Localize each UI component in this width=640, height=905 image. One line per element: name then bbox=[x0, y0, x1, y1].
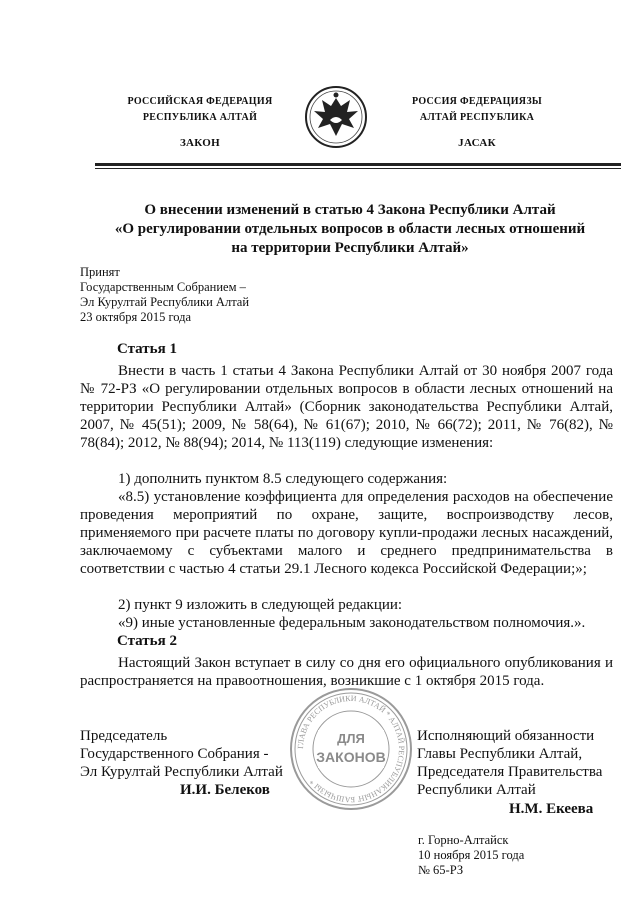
document-title bbox=[80, 201, 620, 258]
signature-left-name: И.И. Белеков bbox=[180, 782, 270, 798]
stamp-center-top: ДЛЯ bbox=[337, 731, 365, 746]
header-right-line1: РОССИЯ ФЕДЕРАЦИЯЗЫ bbox=[411, 96, 543, 107]
article1-intro: Внести в часть 1 статьи 4 Закона Республики Алтай от 30 ноября 2007 года № 72-РЗ «О регулировании отдельных вопросов в области лесных отношений на территории Республики Алтай» (Сборник законодательства Республики Алтай, 2007, № 45(51); 2009, № 58(64), № 61(67); 2010, № 66(72); 2011, № 76(82), № 78(84); 2012, № 88(94); 2014, № 113(119) следующие изменения: bbox=[80, 363, 613, 451]
header-rule-thin bbox=[95, 168, 621, 169]
footer-block bbox=[418, 833, 524, 878]
adopted-line4: 23 октября 2015 года bbox=[80, 310, 192, 324]
title-line1: О внесении изменений в статью 4 Закона Республики Алтай bbox=[144, 202, 556, 218]
title-line2: «О регулировании отдельных вопросов в области лесных отношений bbox=[114, 221, 586, 237]
signature-left-block bbox=[80, 727, 283, 781]
adopted-block bbox=[80, 265, 249, 325]
stamp-ring-text: ГЛАВА РЕСПУБЛИКИ АЛТАЙ * АЛТАЙ РЕСПУБЛИКАНЫҤ БАШЧЫЗЫ * bbox=[295, 693, 407, 805]
footer-date: 10 ноября 2015 года bbox=[418, 848, 525, 862]
header-left-line2: РЕСПУБЛИКА АЛТАЙ bbox=[142, 112, 258, 123]
stamp-center-bottom: ЗАКОНОВ bbox=[316, 749, 386, 765]
header-rule-thick bbox=[95, 163, 621, 166]
article2-heading: Статья 2 bbox=[117, 633, 177, 649]
article1-heading: Статья 1 bbox=[117, 341, 177, 357]
footer-city: г. Горно-Алтайск bbox=[418, 833, 509, 847]
signature-right-block bbox=[417, 727, 602, 799]
signature-left-line3: Эл Курултай Республики Алтай bbox=[80, 764, 283, 780]
adopted-line3: Эл Курултай Республики Алтай bbox=[80, 295, 250, 309]
article1-item2: 2) пункт 9 изложить в следующей редакции: bbox=[118, 597, 403, 613]
title-line3: на территории Республики Алтай» bbox=[231, 240, 469, 256]
footer-number: № 65-РЗ bbox=[418, 863, 464, 877]
article2-text: Настоящий Закон вступает в силу со дня его официального опубликования и распространяется на правоотношения, возникшие с 1 октября 2015 года. bbox=[80, 655, 613, 689]
signature-right-line1: Исполняющий обязанности bbox=[417, 728, 595, 744]
signature-right-name: Н.М. Екеева bbox=[509, 801, 594, 817]
article1-item1-text: «8.5) установление коэффициента для определения расходов на обеспечение проведения мероприятий по охране, защите, воспроизводству лесов, применяемого при расчете платы по договору купли-продажи лесных насаждений, заключаемому с субъектами малого и среднего предпринимательства в соответствии с частью 4 статьи 29.1 Лесного кодекса Российской Федерации;»; bbox=[80, 489, 613, 577]
official-stamp bbox=[288, 686, 414, 812]
signature-left-line2: Государственного Собрания - bbox=[80, 746, 269, 762]
adopted-line1: Принят bbox=[80, 265, 120, 279]
header-left-line1: РОССИЙСКАЯ ФЕДЕРАЦИЯ bbox=[127, 96, 273, 107]
signature-right-line2: Главы Республики Алтай, bbox=[417, 746, 583, 762]
header-right-line2: АЛТАЙ РЕСПУБЛИКА bbox=[419, 112, 535, 123]
header-right-line3: JАСАК bbox=[458, 137, 496, 149]
coat-of-arms-icon bbox=[300, 84, 372, 150]
signature-left-line1: Председатель bbox=[80, 728, 168, 744]
header-left-line3: ЗАКОН bbox=[179, 137, 221, 149]
adopted-line2: Государственным Собранием – bbox=[80, 280, 246, 294]
article1-item2-text: «9) иные установленные федеральным законодательством полномочия.». bbox=[118, 615, 586, 631]
signature-right-line3: Председателя Правительства bbox=[417, 764, 603, 780]
signature-right-line4: Республики Алтай bbox=[417, 782, 536, 798]
article1-item1: 1) дополнить пунктом 8.5 следующего содержания: bbox=[118, 471, 448, 487]
